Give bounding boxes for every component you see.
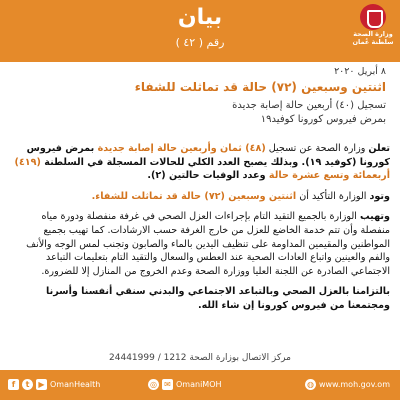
- statement-body: [10, 142, 390, 320]
- statement-date: ٨ أبريل ٢٠٢٠: [334, 66, 386, 77]
- summary-box: [190, 99, 386, 127]
- snapchat-icon: ✉: [162, 379, 173, 390]
- p2-recovered: اثنتين وسبعين (٧٢) حالة قد تماثلت للشفاء.: [91, 190, 297, 202]
- logo-text-country: سلطنة عُمان: [352, 38, 394, 46]
- footer-bar: [0, 370, 400, 400]
- paragraph-closing: بالتزامنا بالعزل الصحي وبالتباعد الاجتماعي والبدني سنقي أنفسنا وأسرنا ومجتمعنا من فيروس كورونا إن شاء الله.: [45, 286, 390, 311]
- logo-text-ministry: وزارة الصحة: [353, 30, 393, 38]
- website-url: www.moh.gov.om: [318, 380, 390, 389]
- social-handle-omanimoh[interactable]: [148, 379, 222, 390]
- headline: اثنتين وسبعين (٧٢) حالة قد تماثلت للشفاء: [134, 80, 386, 94]
- paragraph-guidance: [10, 210, 390, 278]
- p1-total-text: وبذلك يصبح العدد الكلي للحالات المسجلة في السلطنة: [44, 156, 299, 168]
- handle-omanhealth: OmanHealth: [50, 380, 101, 389]
- statement-number: رقم ( ٤٢ ): [175, 36, 225, 49]
- p2-lead: وتود: [369, 190, 390, 202]
- website-link[interactable]: [305, 379, 390, 390]
- instagram-icon: ◎: [148, 379, 159, 390]
- statement-title: بيان: [177, 5, 223, 30]
- p1-total-cases: (٤١٩) أربعمائة وتسع عشرة حالة: [14, 156, 390, 182]
- p3-lead: وتهيب: [360, 211, 390, 223]
- facebook-icon: f: [8, 379, 19, 390]
- summary-line-1: تسجيل (٤٠) أربعين حالة إصابة جديدة: [232, 100, 386, 111]
- globe-icon: ◍: [305, 379, 316, 390]
- paragraph-recoveries: [10, 190, 390, 204]
- paragraph-announcement: [10, 142, 390, 183]
- p1-disease: بمرض فيروس كورونا (كوفيد ١٩).: [26, 143, 390, 168]
- social-handle-omanhealth[interactable]: [8, 379, 100, 390]
- summary-line-2: بمرض فيروس كورونا كوفيد١٩: [260, 114, 386, 125]
- p1-text: وزارة الصحة عن تسجيل: [265, 143, 369, 154]
- twitter-icon: t: [22, 379, 33, 390]
- header-bar: [0, 0, 400, 62]
- p3-text: الوزارة بالجميع التقيد التام بإجراءات العزل الصحي في غرفة منفصلة ودورة مياه منفصلة وأن تتم خدمة الخاضع للعزل من خارج الغرفة حسب الارشادات. كما تهيب بجميع المواطنين والمقيمين المداومة على تنظيف اليدين بالماء والصابون وتجنب لمس الوجه والأنف والفم والعينين واتباع العادات الصحية عند العطس والسعال والتقيد التام بتعليمات التباعد الاجتماعي الصادرة عن اللجنة العليا ووزارة الصحة وعدم الخروج من المنازل إلا للضرورة.: [26, 211, 390, 277]
- handle-omanimoh: OmaniMOH: [176, 380, 222, 389]
- p2-text: الوزارة التأكيد أن: [296, 190, 370, 202]
- p1-deaths: وعدد الوفيات حالتين (٢).: [147, 170, 269, 182]
- p1-new-cases: (٤٨) ثمان وأربعين حالة إصابة جديدة: [97, 143, 266, 154]
- youtube-icon: ▶: [36, 379, 47, 390]
- contact-center: مركز الاتصال بوزارة الصحة 1212 / 24441999: [109, 353, 291, 363]
- p1-lead: تعلن: [368, 143, 390, 154]
